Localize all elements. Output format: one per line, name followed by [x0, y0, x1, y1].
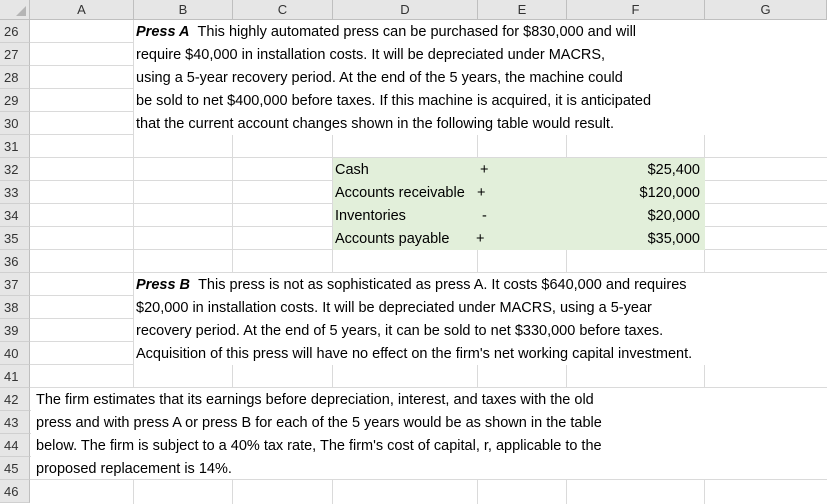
press-b-line-3: recovery period. At the end of 5 years, it can be sold to net $330,000 before taxes. — [136, 323, 664, 339]
press-a-line-5: that the current account changes shown in the following table would result. — [136, 116, 614, 132]
press-a-line-4: be sold to net $400,000 before taxes. If this machine is acquired, it is anticipated — [136, 93, 652, 109]
account-sign: + — [480, 162, 489, 178]
account-name: Inventories — [335, 208, 406, 224]
row-header-43[interactable]: 43 — [0, 411, 30, 434]
row-header-38[interactable]: 38 — [0, 296, 30, 319]
row-header-28[interactable]: 28 — [0, 66, 30, 89]
account-sign: + — [477, 185, 486, 201]
row-header-30[interactable]: 30 — [0, 112, 30, 135]
account-amount: $25,400 — [647, 162, 700, 178]
select-all-button[interactable] — [0, 0, 30, 20]
row-header-42[interactable]: 42 — [0, 388, 30, 411]
row-header-45[interactable]: 45 — [0, 457, 30, 480]
account-amount: $35,000 — [647, 231, 700, 247]
column-header-b[interactable]: B — [134, 0, 233, 20]
firm-text-line-3: below. The firm is subject to a 40% tax rate, The firm's cost of capital, r, applicable to the — [36, 438, 602, 454]
press-a-text: This highly automated press can be purchased for $830,000 and will — [197, 24, 637, 40]
firm-text-line-1: The firm estimates that its earnings before depreciation, interest, and taxes with the old — [36, 392, 594, 408]
account-sign: + — [476, 231, 485, 247]
row-header-39[interactable]: 39 — [0, 319, 30, 342]
row-header-35[interactable]: 35 — [0, 227, 30, 250]
press-a-line-1 — [136, 21, 636, 44]
column-header-a[interactable]: A — [30, 0, 134, 20]
row-header-31[interactable]: 31 — [0, 135, 30, 158]
column-header-d[interactable]: D — [333, 0, 478, 20]
column-header-g[interactable]: G — [705, 0, 827, 20]
row-header-37[interactable]: 37 — [0, 273, 30, 296]
row-header-40[interactable]: 40 — [0, 342, 30, 365]
account-name: Accounts receivable — [335, 185, 465, 201]
row-header-41[interactable]: 41 — [0, 365, 30, 388]
row-header-26[interactable]: 26 — [0, 20, 30, 43]
select-all-triangle-icon — [16, 6, 26, 16]
press-a-line-3: using a 5-year recovery period. At the end of the 5 years, the machine could — [136, 70, 623, 86]
account-name: Accounts payable — [335, 231, 450, 247]
press-a-line-2: require $40,000 in installation costs. It will be depreciated under MACRS, — [136, 47, 606, 63]
press-a-label: Press A — [136, 24, 190, 40]
account-amount: $120,000 — [639, 185, 700, 201]
account-amount: $20,000 — [647, 208, 700, 224]
account-name: Cash — [335, 162, 369, 178]
row-header-44[interactable]: 44 — [0, 434, 30, 457]
press-b-line-2: $20,000 in installation costs. It will be depreciated under MACRS, using a 5-year — [136, 300, 652, 316]
row-header-33[interactable]: 33 — [0, 181, 30, 204]
row-header-34[interactable]: 34 — [0, 204, 30, 227]
firm-text-line-2: press and with press A or press B for each of the 5 years would be as shown in the table — [36, 415, 602, 431]
account-sign: - — [482, 208, 487, 224]
firm-text-line-4: proposed replacement is 14%. — [36, 461, 232, 477]
row-header-36[interactable]: 36 — [0, 250, 30, 273]
press-b-line-1 — [136, 274, 687, 297]
column-header-f[interactable]: F — [567, 0, 705, 20]
row-header-46[interactable]: 46 — [0, 480, 30, 503]
column-header-c[interactable]: C — [233, 0, 333, 20]
press-b-text: This press is not as sophisticated as press A. It costs $640,000 and requires — [198, 277, 687, 293]
row-header-32[interactable]: 32 — [0, 158, 30, 181]
press-b-line-4: Acquisition of this press will have no effect on the firm's net working capital investment. — [136, 346, 693, 362]
row-header-27[interactable]: 27 — [0, 43, 30, 66]
row-header-29[interactable]: 29 — [0, 89, 30, 112]
column-header-e[interactable]: E — [478, 0, 567, 20]
press-b-label: Press B — [136, 277, 191, 293]
